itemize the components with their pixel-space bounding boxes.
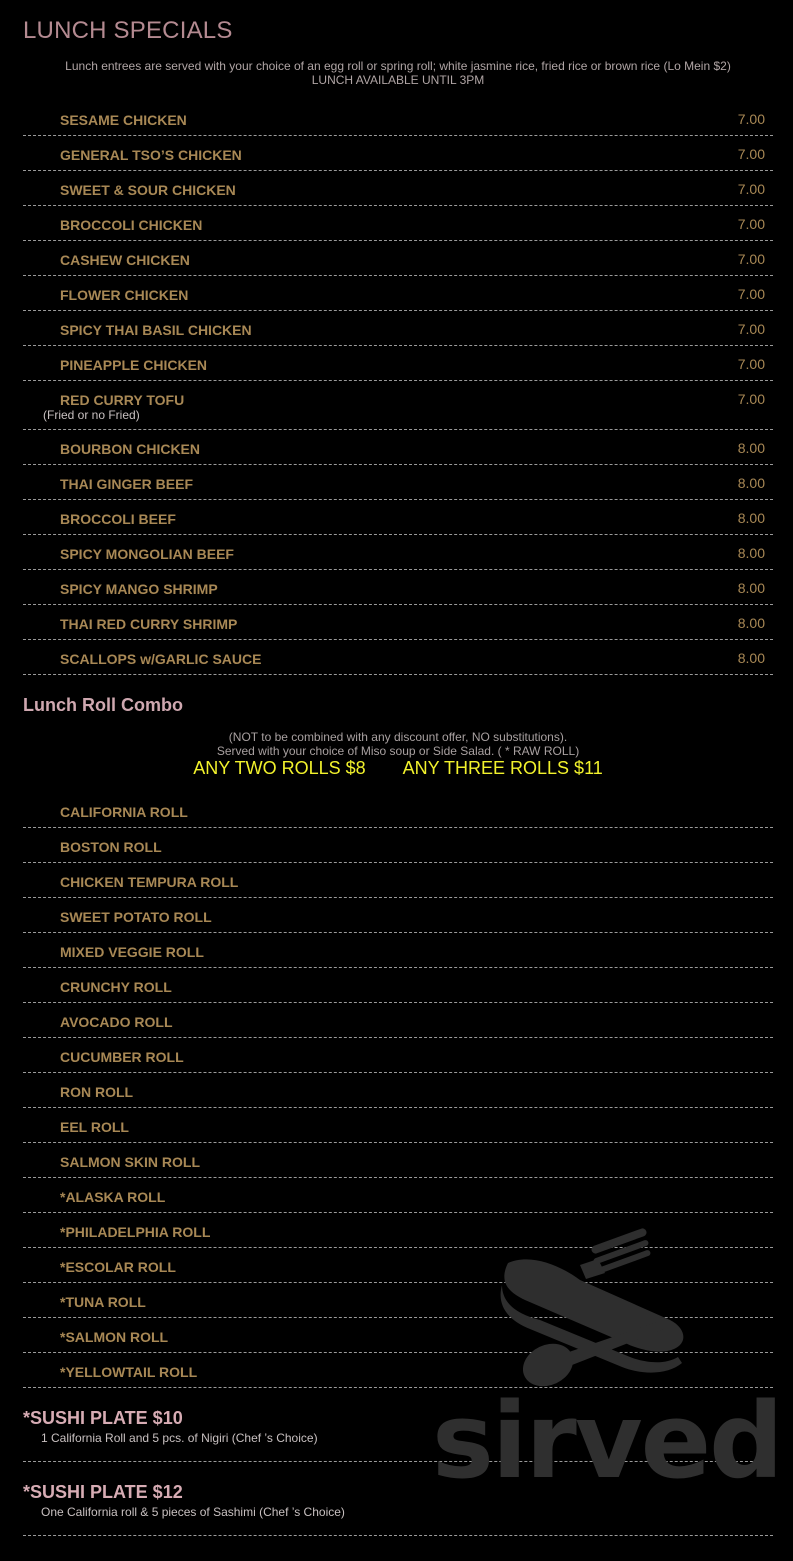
- menu-item: [23, 136, 773, 171]
- roll-item: [23, 828, 773, 863]
- page-title: LUNCH SPECIALS: [23, 17, 233, 44]
- roll-item: [23, 1073, 773, 1108]
- item-name: SESAME CHICKEN: [60, 112, 187, 128]
- roll-item: [23, 1108, 773, 1143]
- item-price: 8.00: [737, 650, 765, 666]
- item-note: (Fried or no Fried): [43, 408, 140, 422]
- availability-note: LUNCH AVAILABLE UNTIL 3PM: [311, 73, 485, 87]
- divider: [23, 1535, 773, 1536]
- menu-item: [23, 535, 773, 570]
- lunch-specials-list: [23, 101, 773, 675]
- plate-description: One California roll & 5 pieces of Sashimi (Chef ’s Choice): [41, 1505, 345, 1519]
- menu-item: [23, 605, 773, 640]
- item-price: 7.00: [737, 321, 765, 337]
- item-name: RED CURRY TOFU: [60, 392, 185, 408]
- item-name: PINEAPPLE CHICKEN: [60, 357, 208, 373]
- plate-title: *SUSHI PLATE $10: [23, 1408, 183, 1428]
- item-name: SPICY MANGO SHRIMP: [60, 581, 218, 597]
- roll-name: *ESCOLAR ROLL: [60, 1259, 176, 1275]
- roll-name: *PHILADELPHIA ROLL: [60, 1224, 211, 1240]
- roll-name: AVOCADO ROLL: [60, 1014, 173, 1030]
- item-price: 7.00: [737, 286, 765, 302]
- menu-item: [23, 381, 773, 430]
- item-name: FLOWER CHICKEN: [60, 287, 189, 303]
- menu-item: [23, 276, 773, 311]
- menu-item: [23, 206, 773, 241]
- roll-item: [23, 933, 773, 968]
- roll-name: CUCUMBER ROLL: [60, 1049, 184, 1065]
- item-price: 7.00: [737, 391, 765, 407]
- roll-name: *SALMON ROLL: [60, 1329, 169, 1345]
- item-price: 7.00: [737, 181, 765, 197]
- item-price: 8.00: [737, 615, 765, 631]
- item-price: 7.00: [737, 216, 765, 232]
- menu-item: [23, 241, 773, 276]
- item-name: SCALLOPS w/GARLIC SAUCE: [60, 651, 262, 667]
- watermark-text: sirved: [432, 1380, 782, 1502]
- combo-rules: (NOT to be combined with any discount offer, NO substitutions).: [228, 730, 568, 744]
- menu-item: [23, 430, 773, 465]
- roll-name: *YELLOWTAIL ROLL: [60, 1364, 198, 1380]
- deal-three-rolls: ANY THREE ROLLS $11: [402, 758, 603, 778]
- item-price: 7.00: [737, 146, 765, 162]
- deal-two-rolls: ANY TWO ROLLS $8: [193, 758, 366, 778]
- item-name: SPICY THAI BASIL CHICKEN: [60, 322, 252, 338]
- item-name: THAI RED CURRY SHRIMP: [60, 616, 238, 632]
- intro-line: Lunch entrees are served with your choice of an egg roll or spring roll; white jasmine rice, fried rice or brown rice (Lo Mein $2): [65, 59, 731, 73]
- item-price: 7.00: [737, 111, 765, 127]
- item-name: BROCCOLI CHICKEN: [60, 217, 203, 233]
- item-price: 7.00: [737, 251, 765, 267]
- item-name: THAI GINGER BEEF: [60, 476, 194, 492]
- menu-item: [23, 500, 773, 535]
- item-name: GENERAL TSO’S CHICKEN: [60, 147, 242, 163]
- roll-item: [23, 863, 773, 898]
- combo-sides: Served with your choice of Miso soup or Side Salad. ( * RAW ROLL): [216, 744, 580, 758]
- plate-title: *SUSHI PLATE $12: [23, 1482, 183, 1502]
- roll-item: [23, 1003, 773, 1038]
- lunch-intro: [23, 59, 773, 87]
- roll-name: BOSTON ROLL: [60, 839, 162, 855]
- roll-name: SALMON SKIN ROLL: [60, 1154, 200, 1170]
- roll-name: CRUNCHY ROLL: [60, 979, 172, 995]
- roll-name: *TUNA ROLL: [60, 1294, 146, 1310]
- item-name: BROCCOLI BEEF: [60, 511, 176, 527]
- item-price: 8.00: [737, 440, 765, 456]
- item-price: 8.00: [737, 475, 765, 491]
- item-price: 8.00: [737, 580, 765, 596]
- roll-item: [23, 1038, 773, 1073]
- combo-title: Lunch Roll Combo: [23, 695, 183, 715]
- item-price: 8.00: [737, 545, 765, 561]
- item-name: CASHEW CHICKEN: [60, 252, 190, 268]
- roll-item: [23, 968, 773, 1003]
- roll-name: CALIFORNIA ROLL: [60, 804, 188, 820]
- item-price: 8.00: [737, 510, 765, 526]
- roll-name: RON ROLL: [60, 1084, 134, 1100]
- menu-item: [23, 465, 773, 500]
- item-name: BOURBON CHICKEN: [60, 441, 200, 457]
- menu-item: [23, 570, 773, 605]
- item-name: SWEET & SOUR CHICKEN: [60, 182, 236, 198]
- menu-item: [23, 101, 773, 136]
- menu-item: [23, 346, 773, 381]
- roll-item: [23, 793, 773, 828]
- menu-item: [23, 640, 773, 675]
- combo-deals: [23, 758, 773, 779]
- roll-name: CHICKEN TEMPURA ROLL: [60, 874, 239, 890]
- roll-name: SWEET POTATO ROLL: [60, 909, 212, 925]
- item-name: SPICY MONGOLIAN BEEF: [60, 546, 234, 562]
- menu-item: [23, 171, 773, 206]
- roll-name: EEL ROLL: [60, 1119, 129, 1135]
- menu-item: [23, 311, 773, 346]
- item-price: 7.00: [737, 356, 765, 372]
- roll-item: [23, 1178, 773, 1213]
- roll-name: MIXED VEGGIE ROLL: [60, 944, 204, 960]
- roll-item: [23, 898, 773, 933]
- roll-item: [23, 1143, 773, 1178]
- plate-description: 1 California Roll and 5 pcs. of Nigiri (Chef ’s Choice): [41, 1431, 318, 1445]
- combo-info: [23, 730, 773, 758]
- roll-name: *ALASKA ROLL: [60, 1189, 166, 1205]
